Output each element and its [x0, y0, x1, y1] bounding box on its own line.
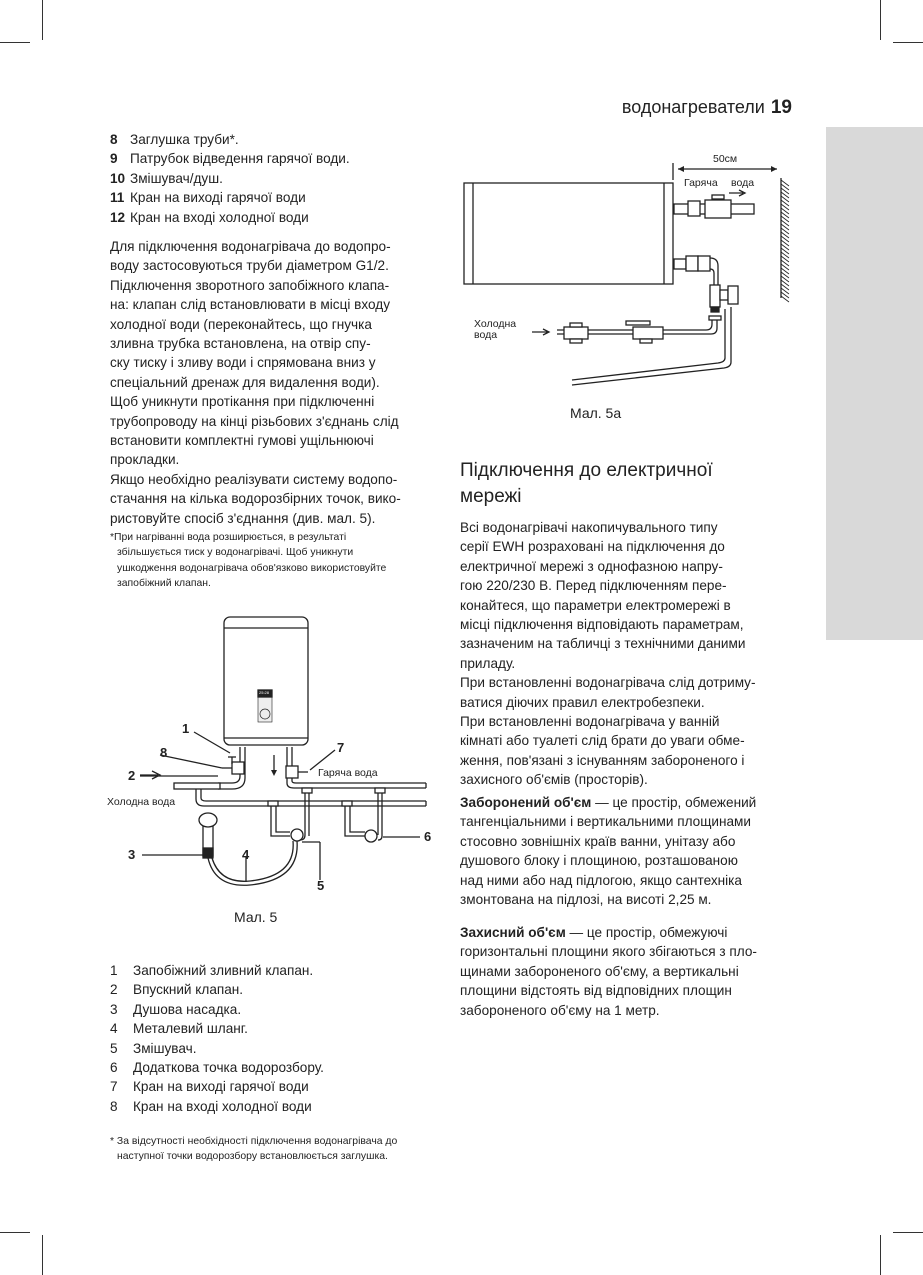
text-line: серії EWH розраховані на підключення до: [460, 539, 725, 555]
item-text: Металевий шланг.: [133, 1021, 248, 1037]
callout-7: 7: [337, 740, 345, 755]
text-segment: — це простір, обмежений: [591, 795, 757, 810]
item-number: 3: [110, 1001, 118, 1017]
item-number: 8: [110, 1098, 118, 1114]
item-number: 1: [110, 963, 118, 978]
text-segment: горизонтальні площини якого збігаються з пло-: [460, 944, 757, 960]
text-line: зазначеним на табличці з технічними даними: [460, 636, 746, 652]
text-line: приладу.: [460, 655, 516, 671]
text-line: холодної води (переконайтесь, що гнучка: [110, 316, 372, 332]
text-line: мережі: [460, 486, 522, 507]
callout-4: 4: [242, 847, 250, 862]
text-line: [460, 793, 756, 812]
distance-label: 50см: [713, 153, 738, 165]
term: Захисний об'єм: [460, 925, 566, 940]
hot-water-label: Гаряча вода: [318, 767, 378, 779]
text-line: місці підключення відповідають параметрам,: [460, 617, 744, 633]
text-segment: змонтована на підлозі, на висоті 2,25 м.: [460, 892, 712, 908]
text-line: [460, 871, 756, 890]
item-number: 8: [110, 132, 118, 147]
heater-tank-horizontal: [464, 183, 673, 284]
text-line: ження, пов'язані з існуванням забороненого і: [460, 752, 745, 768]
text-line: встановити комплектні гумові ущільнюючі: [110, 433, 374, 449]
text-line: [460, 851, 756, 870]
text-line: [460, 962, 757, 981]
callout-1: 1: [182, 721, 190, 736]
text-line: зливна трубка встановлена, на отвір спу-: [110, 336, 371, 352]
callout-5: 5: [317, 878, 325, 893]
text-line: Для підключення водонагрівача до водопро-: [110, 239, 391, 254]
item-text: Заглушка труби*.: [130, 132, 239, 147]
callout-6: 6: [424, 829, 432, 844]
item-number: 11: [110, 190, 125, 206]
item-text: Змішувач.: [133, 1040, 197, 1056]
text-line: збільшується тиск у водонагрівачі. Щоб уникнути: [117, 547, 354, 559]
item-number: 4: [110, 1021, 118, 1037]
text-line: Щоб уникнути протікання при підключенні: [110, 394, 375, 410]
hot-water-label-2: вода: [731, 177, 755, 189]
text-segment: стосовно зовнішніх країв ванни, унітазу або: [460, 833, 736, 849]
text-line: електричної мережі з однофазною напру-: [460, 558, 723, 574]
item-text: Кран на виході гарячої води: [133, 1079, 309, 1095]
item-text: Запобіжний зливний клапан.: [133, 963, 314, 978]
text-line: наступної точки водорозбору встановлюється заглушка.: [117, 1151, 388, 1163]
text-line: Підключення до електричної: [460, 460, 713, 481]
text-segment: щинами забороненого об'єму, а вертикальні: [460, 963, 739, 979]
text-line: конайтеся, що параметри електромережі в: [460, 597, 731, 613]
text-line: захисного об'ємів (просторів).: [460, 772, 648, 788]
item-number: 12: [110, 209, 126, 225]
item-text: Додаткова точка водорозбору.: [133, 1060, 324, 1076]
electrical-paragraph: [460, 518, 756, 790]
text-line: ушкодження водонагрівача обов'язково використовуйте: [117, 562, 387, 574]
callout-8: 8: [160, 745, 168, 760]
text-line: Всі водонагрівачі накопичувального типу: [460, 520, 718, 535]
callout-2: 2: [128, 768, 136, 783]
item-text: Душова насадка.: [133, 1001, 242, 1017]
term: Заборонений об'єм: [460, 795, 592, 810]
item-number: 2: [110, 982, 118, 998]
item-number: 7: [110, 1079, 118, 1095]
text-line: *При нагріванні вода розширюється, в результаті: [110, 532, 347, 543]
text-line: Підключення зворотного запобіжного клапа-: [110, 277, 390, 293]
text-line: ристовуйте спосіб з'єднання (див. мал. 5).: [110, 510, 376, 526]
item-text: Кран на виході гарячої води: [130, 190, 306, 206]
figure-5-caption: Мал. 5: [234, 909, 278, 925]
item-number: 6: [110, 1060, 118, 1076]
hot-water-label: Гаряча: [684, 177, 718, 189]
cold-line-1: Холодна: [474, 318, 517, 330]
item-text: Впускний клапан.: [133, 982, 244, 998]
text-segment: площини відстоять від відповідних площин: [460, 983, 732, 999]
item-text: Кран на вході холодної води: [130, 209, 309, 225]
page-number: 19: [770, 97, 792, 118]
text-line: ску тиску і зливу води і спрямована вниз у: [110, 355, 376, 371]
item-number: 10: [110, 170, 126, 186]
text-line: [460, 1001, 757, 1020]
protective-zone-paragraph: [460, 923, 757, 1020]
heater-display: 25:28: [259, 690, 270, 695]
text-segment: — це простір, обмежуючі: [565, 925, 728, 940]
text-segment: над ними або над підлогою, якщо сантехніка: [460, 872, 742, 888]
text-line: * За відсутності необхідності підключення водонагрівача до: [110, 1136, 398, 1147]
cold-water-label: Холодна вода: [107, 796, 176, 808]
cold-water-label: [474, 319, 516, 341]
text-line: [460, 981, 757, 1000]
item-text: Змішувач/душ.: [130, 170, 223, 186]
text-line: При встановленні водонагрівача слід дотриму-: [460, 675, 756, 691]
item-number: 9: [110, 151, 118, 167]
item-text: Кран на вході холодної води: [133, 1098, 312, 1114]
text-line: [460, 812, 756, 831]
text-line: стачання на кілька водорозбірних точок, вико-: [110, 491, 401, 507]
cold-line-2: вода: [474, 329, 498, 341]
section-title: водонагреватели: [621, 97, 765, 117]
text-line: спеціальний дренаж для видалення води).: [110, 374, 380, 390]
text-line: Якщо необхідно реалізувати систему водопо-: [110, 471, 398, 487]
text-line: [460, 923, 757, 942]
text-line: трубопроводу на кінці різьбових з'єднань слід: [110, 413, 399, 429]
text-line: При встановленні водонагрівача у ванній: [460, 714, 720, 730]
forbidden-zone-paragraph: [460, 793, 756, 909]
item-number: 5: [110, 1040, 118, 1056]
figure-5a-caption: Мал. 5а: [570, 405, 622, 421]
text-line: прокладки.: [110, 452, 180, 468]
text-line: гою 220/230 В. Перед підключенням пере-: [460, 578, 727, 594]
item-text: Патрубок відведення гарячої води.: [130, 151, 350, 167]
text-line: на: клапан слід встановлювати в місці входу: [110, 297, 391, 313]
text-line: запобіжний клапан.: [117, 577, 211, 589]
text-line: ватися діючих правил електробезпеки.: [460, 694, 705, 710]
text-line: [460, 890, 756, 909]
text-line: [460, 832, 756, 851]
section-heading: [460, 458, 713, 510]
text-line: [460, 942, 757, 961]
text-segment: тангенціальними і вертикальними площинами: [460, 814, 751, 830]
text-line: воду застосовуються труби діаметром G1/2.: [110, 258, 389, 274]
text-segment: душового блоку і площиною, розташованою: [460, 853, 738, 869]
text-segment: забороненого об'єму на 1 метр.: [460, 1002, 660, 1018]
callout-3: 3: [128, 847, 136, 862]
text-line: кімнаті або туалеті слід брати до уваги обме-: [460, 733, 745, 749]
